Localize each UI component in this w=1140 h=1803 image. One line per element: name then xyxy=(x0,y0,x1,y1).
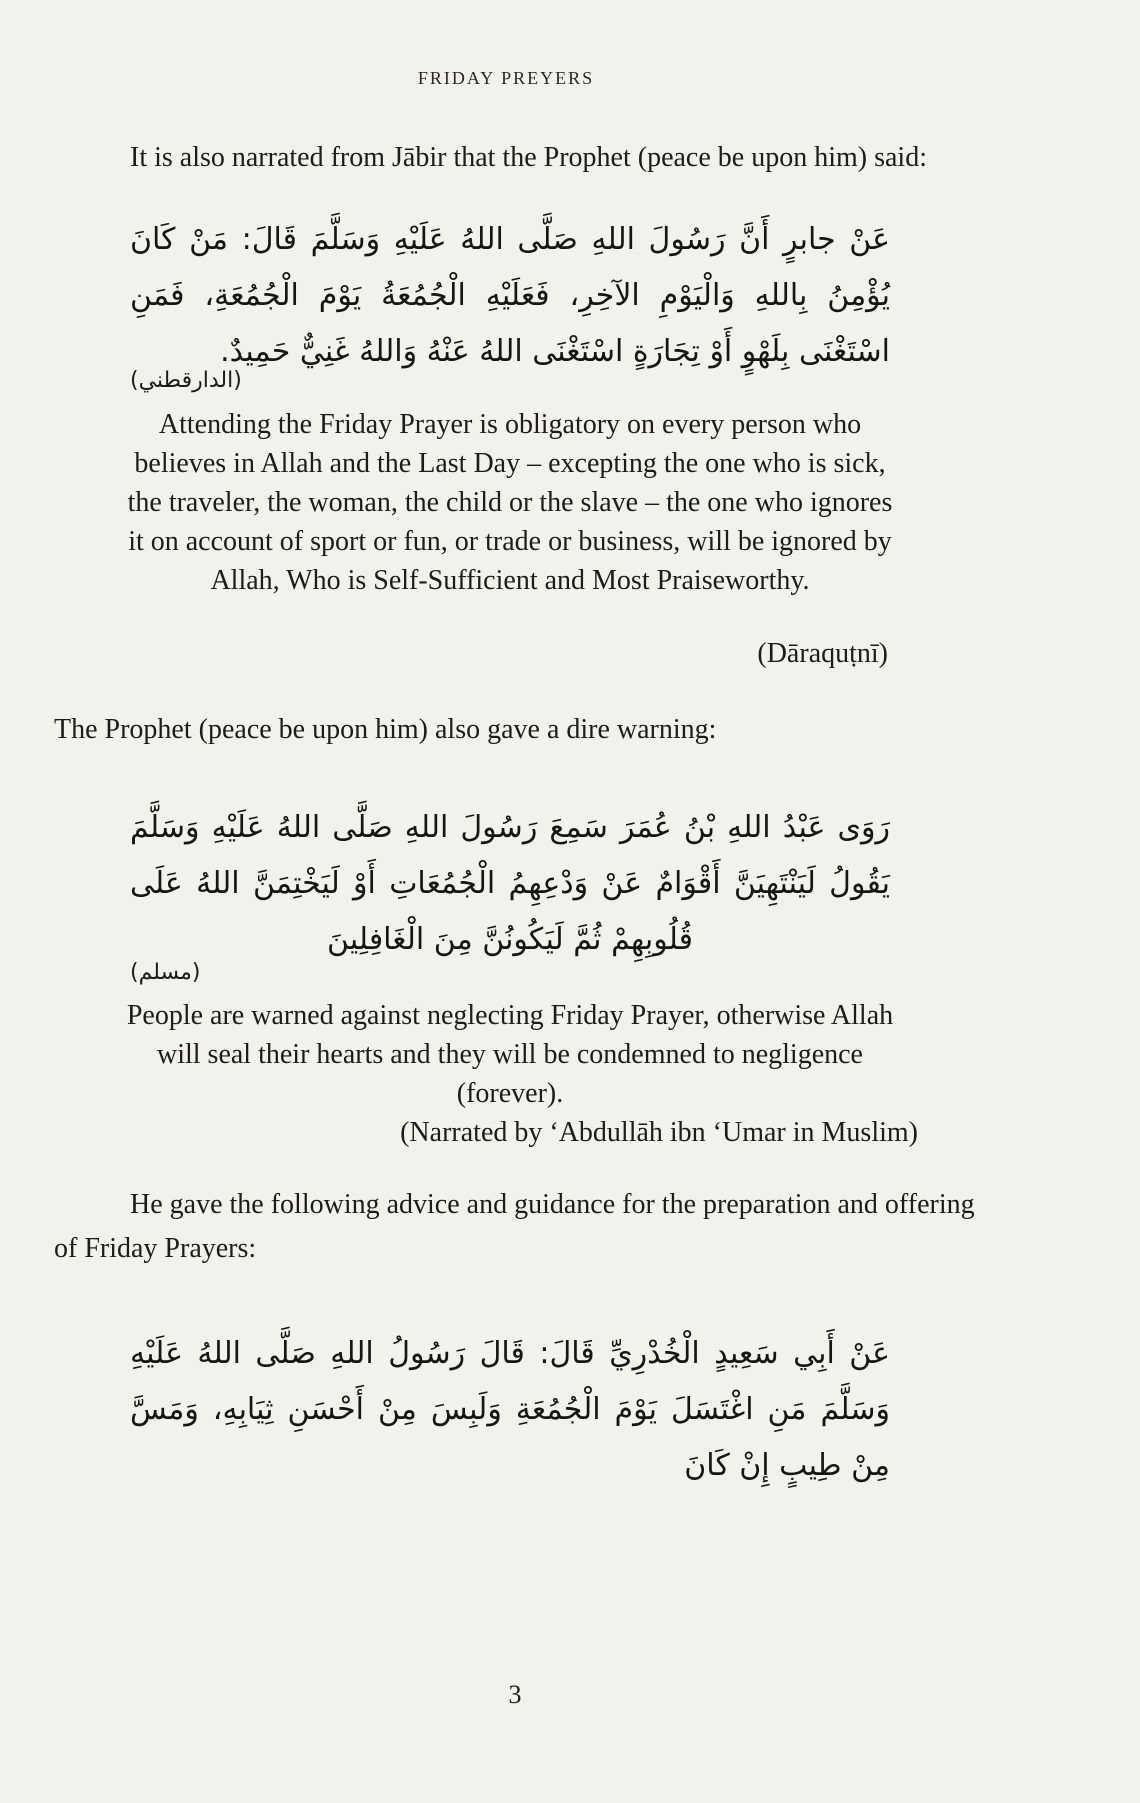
section-1-arabic-source: (الدارقطني) xyxy=(130,368,242,393)
section-1-intro: It is also narrated from Jābir that the Prophet (peace be upon him) said: xyxy=(130,142,927,173)
section-3-arabic-hadith: عَنْ أَبِي سَعِيدٍ الْخُدْرِيِّ قَالَ: قَالَ رَسُولُ اللهِ صَلَّى اللهُ عَلَيْهِ وَسَلَّمَ مَنِ اغْتَسَلَ يَوْمَ الْجُمُعَةِ وَلَبِسَ مِنْ أَحْسَنِ ثِيَابِهِ، وَمَسَّ مِنْ طِيبٍ إِنْ كَانَ xyxy=(130,1336,890,1483)
section-2-intro: The Prophet (peace be upon him) also gave a dire warning: xyxy=(54,714,717,745)
section-3-intro: He gave the following advice and guidance for the preparation and offering of Friday Prayers: xyxy=(54,1189,975,1264)
running-head: FRIDAY PREYERS xyxy=(417,68,595,88)
section-2-arabic-source: (مسلم) xyxy=(130,960,201,985)
section-2-arabic-hadith: رَوَى عَبْدُ اللهِ بْنُ عُمَرَ سَمِعَ رَسُولَ اللهِ صَلَّى اللهُ عَلَيْهِ وَسَلَّمَ يَقُولُ لَيَنْتَهِيَنَّ أَقْوَامٌ عَنْ وَدْعِهِمُ الْجُمُعَاتِ أَوْ لَيَخْتِمَنَّ اللهُ عَلَى قُلُوبِهِمْ ثُمَّ لَيَكُونُنَّ مِنَ الْغَافِلِينَ xyxy=(130,810,890,957)
section-1-arabic-hadith: عَنْ جابرٍ أَنَّ رَسُولَ اللهِ صَلَّى اللهُ عَلَيْهِ وَسَلَّمَ قَالَ: مَنْ كَانَ يُؤْمِنُ بِاللهِ وَالْيَوْمِ الآخِرِ، فَعَلَيْهِ الْجُمُعَةُ يَوْمَ الْجُمُعَةِ، فَمَنِ اسْتَغْنَى بِلَهْوٍ أَوْ تِجَارَةٍ اسْتَغْنَى اللهُ عَنْهُ وَاللهُ غَنِيٌّ حَمِيدٌ. xyxy=(130,222,890,369)
section-2-citation: (Narrated by ‘Abdullāh ibn ‘Umar in Muslim) xyxy=(400,1117,918,1148)
section-1-translation: Attending the Friday Prayer is obligatory on every person who believes in Allah and the Last Day – excepting the one who is sick, the traveler, the woman, the child or the slave – the one who ignores it on account of sport or fun, or trade or business, will be ignored by Allah, Who is Self-Sufficient and Most Praiseworthy. xyxy=(127,409,893,596)
section-2-translation: People are warned against neglecting Friday Prayer, otherwise Allah will seal their hearts and they will be condemned to negligence (forever). xyxy=(126,1000,894,1109)
section-1-citation: (Dāraquṭnī) xyxy=(757,638,888,669)
page-number: 3 xyxy=(508,1680,522,1709)
